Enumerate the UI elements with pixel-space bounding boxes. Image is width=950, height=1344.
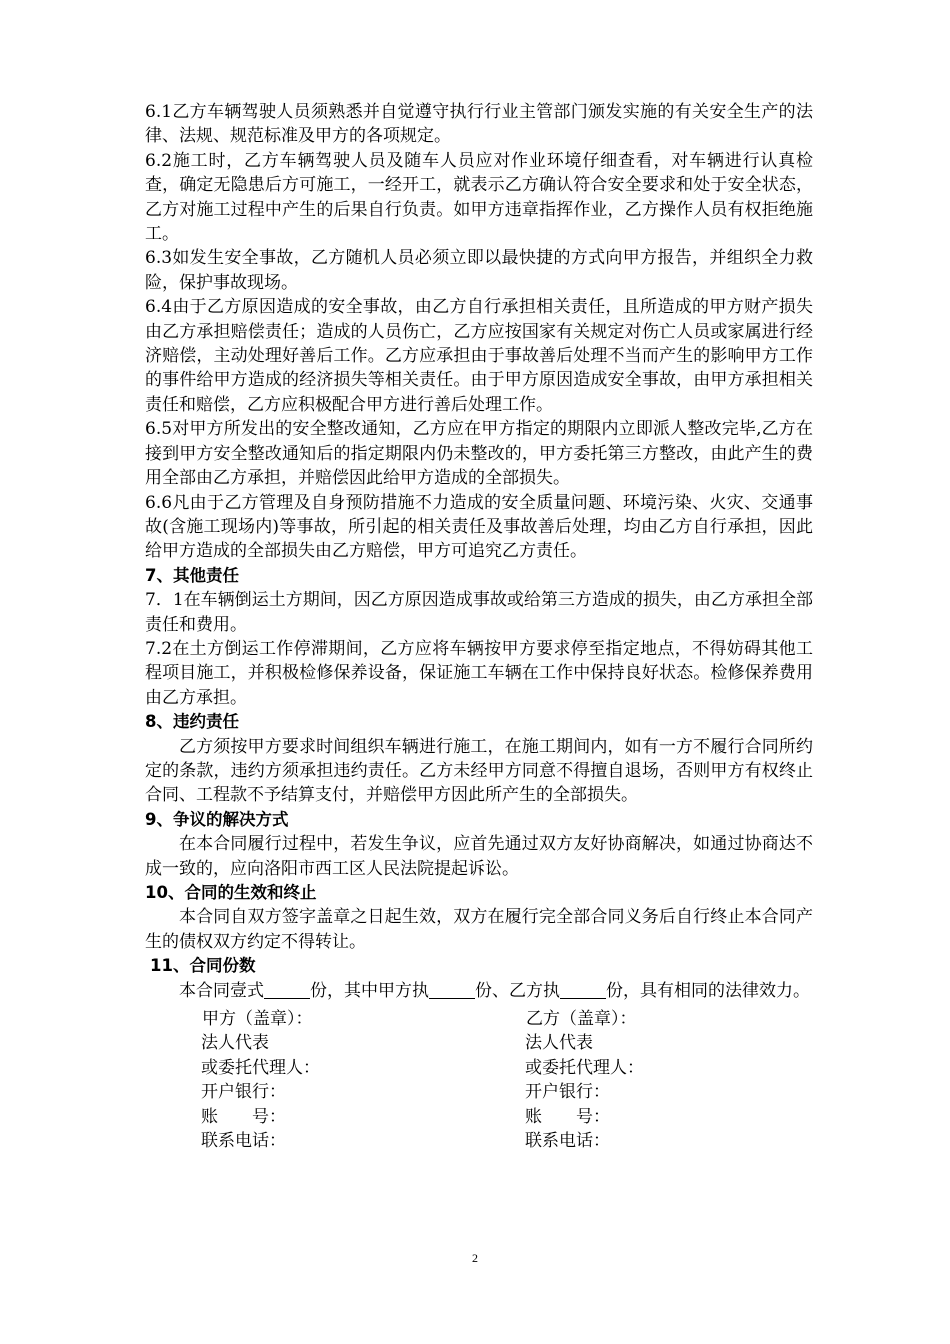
page-number: 2: [472, 1251, 478, 1265]
clause-9: 在本合同履行过程中，若发生争议，应首先通过双方友好协商解决，如通过协商达不成一致的，应向洛阳市西工区人民法院提起诉讼。: [145, 834, 813, 879]
party-b-bank-label: 开户银行：: [525, 1082, 610, 1103]
party-b-rep-label: 法人代表: [525, 1033, 593, 1054]
clause-6-5: 6.5对甲方所发出的安全整改通知，乙方应在甲方指定的期限内立即派人整改完毕,乙方在接到甲方安全整改通知后的指定期限内仍未整改的，甲方委托第三方整改，由此产生的费用全部由乙方承担，并赔偿因此给甲方造成的全部损失。: [145, 419, 813, 489]
signature-block: [145, 1007, 813, 1157]
party-a-account-label: [201, 1105, 320, 1129]
party-a-seal-label: 甲方（盖章）：: [202, 1009, 313, 1030]
party-a-agent-label: 或委托代理人：: [201, 1057, 320, 1078]
party-b-signature: [525, 1007, 644, 1153]
clause-10: 本合同自双方签字盖章之日起生效，双方在履行完全部合同义务后自行终止本合同产生的债权双方约定不得转让。: [145, 907, 813, 952]
contract-body: [145, 100, 813, 1157]
party-a-rep-label: 法人代表: [201, 1033, 269, 1054]
party-b-phone-label: 联系电话：: [525, 1130, 610, 1151]
party-b-agent-label: 或委托代理人：: [525, 1057, 644, 1078]
party-a-signature: [201, 1007, 320, 1153]
clause-8: 乙方须按甲方要求时间组织车辆进行施工，在施工期间内，如有一方不履行合同所约定的条款，违约方须承担违约责任。乙方未经甲方同意不得擅自退场，否则甲方有权终止合同、工程款不予结算支付，并赔偿甲方因此所产生的全部损失。: [145, 736, 813, 806]
clause-6-1: 6.1乙方车辆驾驶人员须熟悉并自觉遵守执行行业主管部门颁发实施的有关安全生产的法律、法规、规范标准及甲方的各项规定。: [145, 102, 813, 147]
party-a-account-label-a: 账: [201, 1106, 218, 1127]
heading-10: 10、合同的生效和终止: [145, 883, 317, 902]
clause-11-part-c: 份、乙方执: [475, 980, 560, 1001]
party-b-account-label-a: 账: [525, 1106, 542, 1127]
clause-11-part-a: 本合同壹式: [179, 980, 264, 1001]
heading-7: 7、其他责任: [145, 565, 239, 585]
clause-11: [145, 979, 813, 1003]
heading-9: 9、争议的解决方式: [145, 809, 289, 829]
clause-6-6: 6.6凡由于乙方管理及自身预防措施不力造成的安全质量问题、环境污染、火灾、交通事故(含施工现场内)等事故，所引起的相关责任及事故善后处理，均由乙方自行承担，因此给甲方造成的全部损失由乙方赔偿，甲方可追究乙方责任。: [145, 492, 813, 562]
party-b-account-label-b: 号：: [576, 1106, 610, 1127]
copies-party-b-blank: [560, 980, 606, 999]
party-a-bank-label: 开户银行：: [201, 1082, 286, 1103]
party-a-phone-label: 联系电话：: [201, 1130, 286, 1151]
party-a-account-label-b: 号：: [252, 1106, 286, 1127]
clause-7-1: 7．1在车辆倒运土方期间，因乙方原因造成事故或给第三方造成的损失，由乙方承担全部责任和费用。: [145, 590, 813, 635]
heading-11: 11、合同份数: [150, 956, 256, 976]
clause-11-part-b: 份，其中甲方执: [310, 980, 429, 1001]
copies-party-a-blank: [429, 980, 475, 999]
copies-total-blank: [264, 980, 310, 999]
clause-11-part-d: 份，具有相同的法律效力。: [606, 980, 810, 1001]
clause-7-2: 7.2在土方倒运工作停滞期间，乙方应将车辆按甲方要求停至指定地点，不得妨碍其他工程项目施工，并积极检修保养设备，保证施工车辆在工作中保持良好状态。检修保养费用由乙方承担。: [145, 638, 813, 708]
clause-6-3: 6.3如发生安全事故，乙方随机人员必须立即以最快捷的方式向甲方报告，并组织全力救险，保护事故现场。: [145, 248, 813, 293]
clause-6-4: 6.4由于乙方原因造成的安全事故，由乙方自行承担相关责任，且所造成的甲方财产损失由乙方承担赔偿责任；造成的人员伤亡，乙方应按国家有关规定对伤亡人员或家属进行经济赔偿，主动处理好善后工作。乙方应承担由于事故善后处理不当而产生的影响甲方工作的事件给甲方造成的经济损失等相关责任。由于甲方原因造成安全事故，由甲方承担相关责任和赔偿，乙方应积极配合甲方进行善后处理工作。: [145, 297, 813, 415]
party-b-account-label: [525, 1105, 644, 1129]
clause-6-2: 6.2施工时，乙方车辆驾驶人员及随车人员应对作业环境仔细查看，对车辆进行认真检查，确定无隐患后方可施工，一经开工，就表示乙方确认符合安全要求和处于安全状态，乙方对施工过程中产生的后果自行负责。如甲方违章指挥作业，乙方操作人员有权拒绝施工。: [145, 150, 813, 245]
party-b-seal-label: 乙方（盖章）：: [526, 1009, 637, 1030]
heading-8: 8、违约责任: [145, 712, 239, 732]
